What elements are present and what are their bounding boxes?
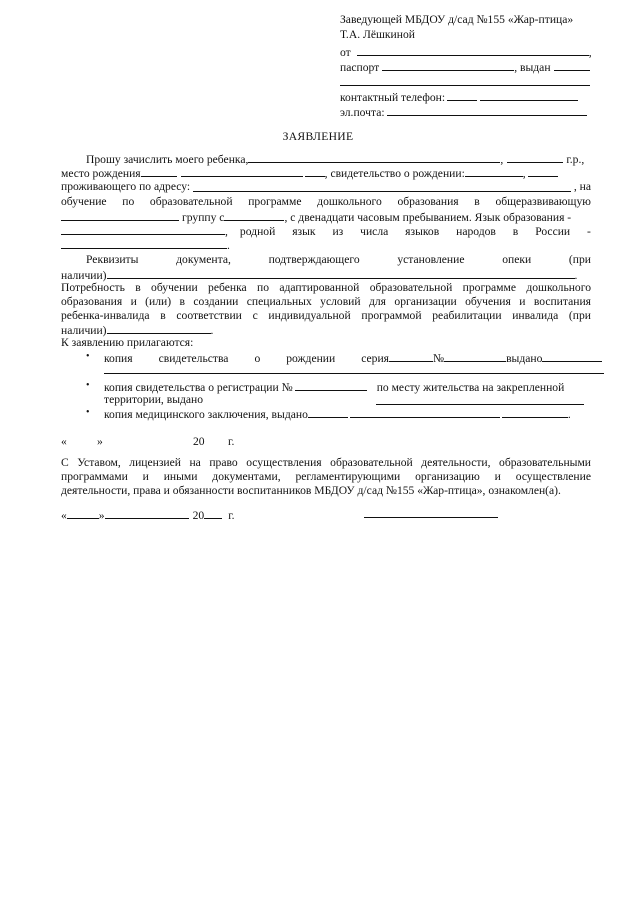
- passport-label: паспорт: [340, 61, 380, 74]
- day-field[interactable]: [67, 507, 99, 519]
- language-field-b[interactable]: [169, 223, 225, 235]
- email-line: [340, 104, 590, 120]
- phone-line: [340, 89, 590, 105]
- email-field[interactable]: [387, 104, 587, 116]
- phone-field-b[interactable]: [480, 89, 578, 101]
- consent-line-1: С Уставом, лицензией на право осуществления образовательной деятельности, образовательными: [61, 456, 591, 469]
- medical-issued-field-b[interactable]: [350, 406, 500, 418]
- date-open-quote: «: [61, 435, 67, 448]
- medical-issued-field-c[interactable]: [502, 406, 568, 418]
- signature-field[interactable]: [364, 517, 498, 518]
- birth-certificate-field-b[interactable]: [528, 165, 558, 177]
- issued-label: , выдан: [514, 61, 551, 74]
- registration-issued-field[interactable]: [376, 404, 584, 405]
- needs-field[interactable]: [107, 322, 211, 334]
- request-text: Прошу зачислить моего ребенка,: [86, 153, 249, 166]
- group-start-date-field[interactable]: [224, 209, 284, 221]
- phone-field-a[interactable]: [447, 89, 477, 101]
- needs-paragraph-2: образования и (или) в создании специальных условий для организации обучения и воспитания: [61, 295, 591, 308]
- address-line: проживающего по адресу: , на: [61, 180, 591, 193]
- bullet-1: •: [86, 351, 90, 362]
- registration-number-field[interactable]: [295, 379, 367, 391]
- address-label: проживающего по адресу:: [61, 180, 191, 193]
- program-line: обучение по образовательной программе дошкольного образования в общеразвивающую: [61, 195, 591, 208]
- from-label: от: [340, 46, 351, 59]
- month-field[interactable]: [105, 507, 189, 519]
- consent-line-2: программами и иными документами, регламентирующими организацию и осуществление: [61, 470, 591, 483]
- guardianship-field-line: наличии) .: [61, 269, 578, 282]
- needs-field-line: наличии) .: [61, 324, 214, 337]
- birthplace-line: место рождения , свидетельство о рождении: ,: [61, 165, 591, 181]
- birthplace-field-c[interactable]: [305, 165, 325, 177]
- native-language-line: .: [61, 237, 591, 253]
- birth-certificate-issued-line[interactable]: [104, 373, 604, 374]
- registration-territory-text: территории, выдано: [104, 393, 204, 406]
- child-name-field[interactable]: [248, 151, 500, 163]
- document-title: ЗАЯВЛЕНИЕ: [282, 130, 354, 143]
- addressee-line: Заведующей МБДОУ д/сад №155 «Жар-птица»: [340, 13, 574, 26]
- birth-certificate-field-a[interactable]: [465, 165, 523, 177]
- from-line: от ,: [340, 46, 592, 59]
- attachments-label: К заявлению прилагаются:: [61, 336, 194, 349]
- birthplace-field-a[interactable]: [141, 165, 177, 177]
- native-language-field[interactable]: [61, 237, 227, 249]
- passport-line: [340, 59, 590, 75]
- attachment-registration-certificate: копия свидетельства о регистрации № по месту жительства на закрепленной: [104, 381, 565, 394]
- addressee-name: Т.А. Лёшкиной: [340, 28, 415, 41]
- date-close-quote: »: [97, 435, 103, 448]
- consent-line-3: деятельности, права и обязанности воспитанников МБДОУ д/сад №155 «Жар-птица», ознакомлен(а).: [61, 484, 561, 497]
- needs-paragraph-3: ребенка-инвалида в соответствии с индивидуальной программой реабилитации инвалида (при: [61, 309, 591, 322]
- from-field[interactable]: [357, 44, 589, 56]
- attachment-birth-certificate: копия свидетельства о рождении серия № выдано: [104, 350, 604, 366]
- native-language-text: родной язык из числа языков народов в России -: [239, 225, 591, 238]
- language-line: , родной язык из числа языков народов в России -: [61, 223, 591, 239]
- language-field-a[interactable]: [61, 223, 169, 235]
- needs-paragraph-1: Потребность в обучении ребенка по адаптированной образовательной программе дошкольного: [61, 281, 591, 294]
- birth-year-field[interactable]: [507, 151, 563, 163]
- birth-certificate-label: , свидетельство о рождении:: [324, 167, 465, 180]
- address-field[interactable]: [193, 180, 571, 192]
- phone-label: контактный телефон:: [340, 91, 446, 104]
- number-field[interactable]: [444, 350, 506, 362]
- signature-date-line: « » 20 г.: [61, 509, 235, 522]
- header-blank-line[interactable]: [340, 85, 590, 86]
- group-type-field[interactable]: [61, 209, 179, 221]
- series-field[interactable]: [389, 350, 433, 362]
- date-year-suffix: г.: [228, 435, 235, 448]
- year-field[interactable]: [204, 507, 222, 519]
- language-label: , с двенадцати часовым пребыванием. Язык образования -: [284, 211, 572, 224]
- guardianship-line: Реквизиты документа, подтверждающего установление опеки (при: [86, 253, 591, 266]
- email-label: эл.почта:: [340, 106, 385, 119]
- group-label: группу с: [182, 211, 225, 224]
- bullet-3: •: [86, 407, 90, 418]
- birthplace-label: место рождения: [61, 167, 141, 180]
- issued-field[interactable]: [554, 59, 590, 71]
- guardianship-field[interactable]: [107, 267, 575, 279]
- medical-issued-field-a[interactable]: [308, 406, 348, 418]
- passport-field[interactable]: [382, 59, 514, 71]
- bullet-2: •: [86, 380, 90, 391]
- birth-certificate-issued-field[interactable]: [542, 350, 602, 362]
- date-year: 20: [193, 435, 205, 448]
- attachment-medical-report: копия медицинского заключения, выдано .: [104, 408, 571, 421]
- birthplace-field-b[interactable]: [181, 165, 303, 177]
- child-line: Прошу зачислить моего ребенка, , г.р.,: [61, 151, 591, 167]
